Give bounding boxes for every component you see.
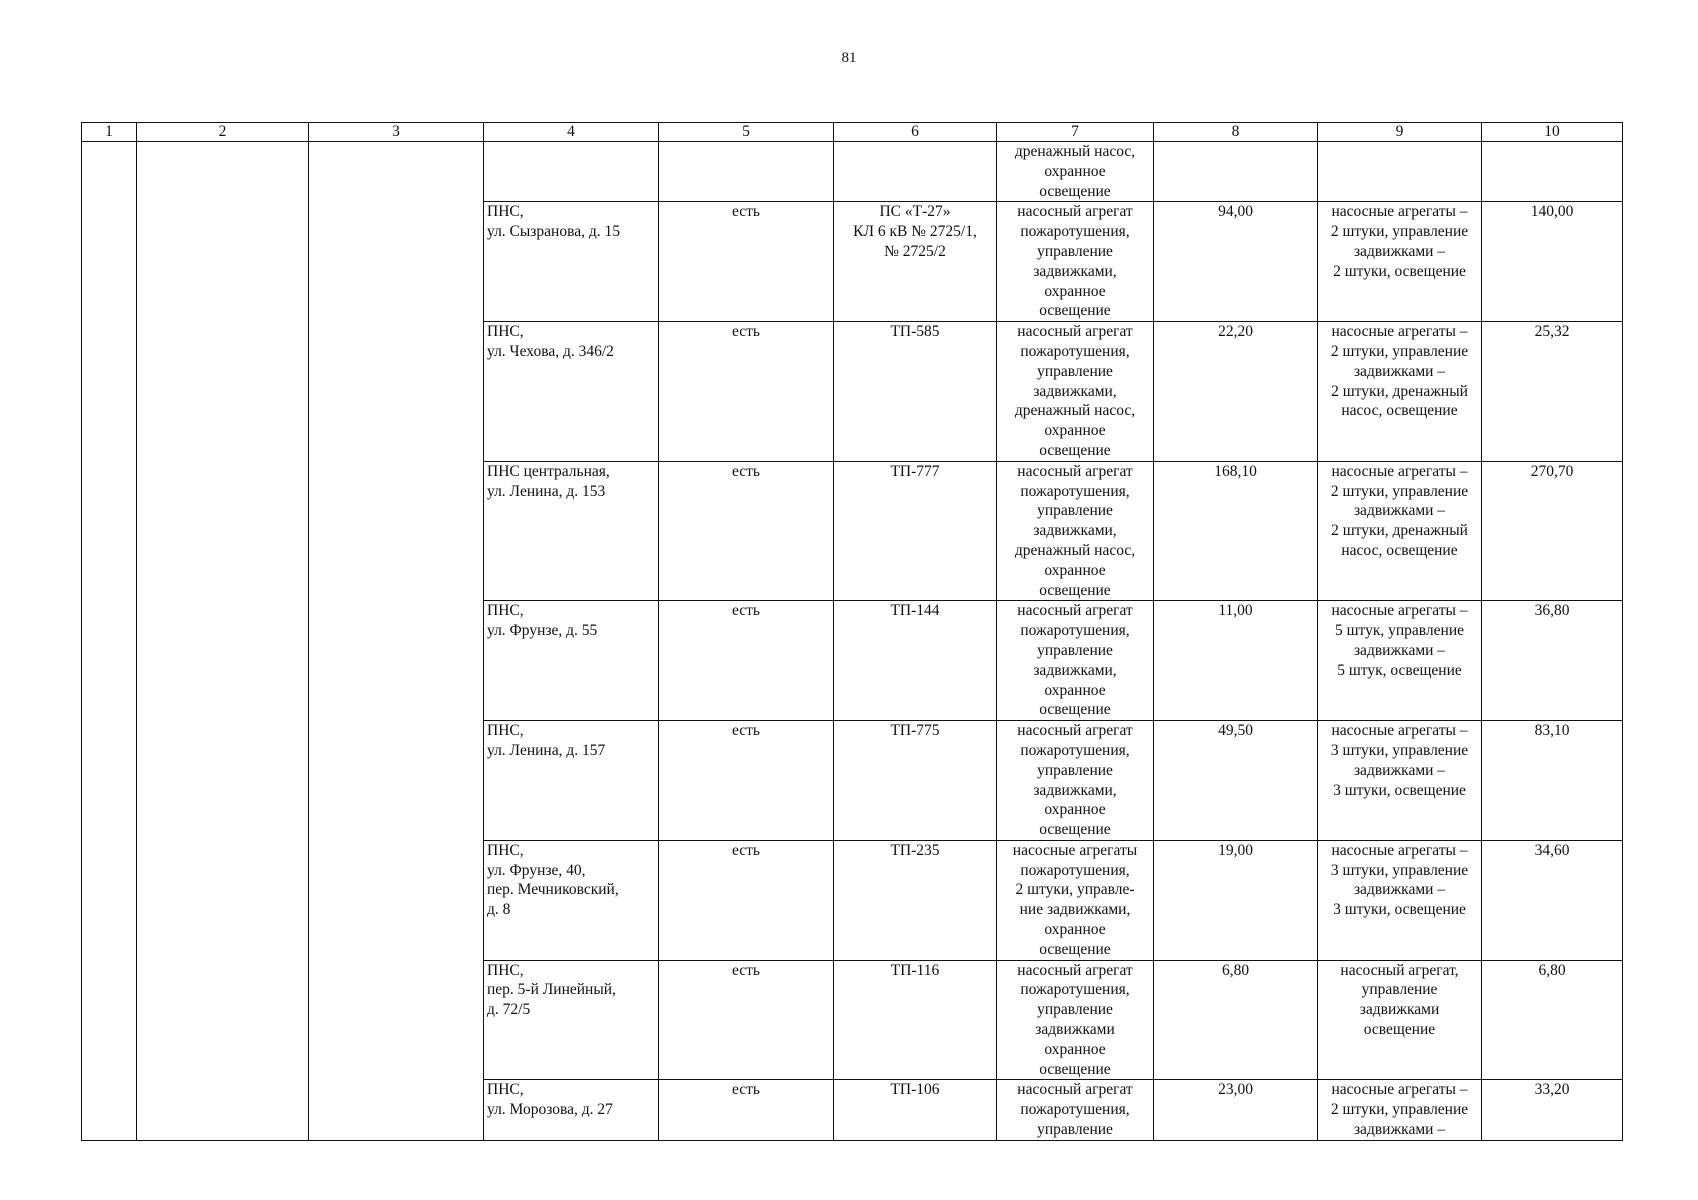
equipment-list-cell-line: 2 штуки, управление (1330, 223, 1469, 241)
power-source-cell (834, 461, 997, 601)
availability-cell: есть (659, 322, 834, 462)
equipment-cell-line: дренажный насос, (1014, 143, 1136, 160)
value-10-cell: 83,10 (1482, 721, 1623, 841)
value-8-cell: 22,20 (1154, 322, 1318, 462)
equipment-list-cell-line: 2 штуки, освещение (1333, 262, 1466, 280)
column-header: 6 (834, 123, 997, 142)
object-cell-line: ул. Чехова, д. 346/2 (487, 342, 614, 360)
equipment-list-cell-line: задвижками – (1353, 362, 1446, 380)
column-header: 2 (137, 123, 309, 142)
equipment-table (81, 122, 1623, 1141)
column-header: 1 (82, 123, 137, 142)
object-cell (484, 960, 659, 1080)
equipment-list-cell-line: 2 штуки, управление (1330, 482, 1469, 500)
value-10-cell: 270,70 (1482, 461, 1623, 601)
power-source-cell (834, 322, 997, 462)
power-source-cell-line: ТП-777 (890, 462, 940, 480)
power-source-cell-line: ТП-106 (890, 1081, 940, 1099)
equipment-list-cell-line: насосные агрегаты – (1331, 841, 1468, 859)
equipment-cell-line: насосные агрегаты (1012, 841, 1138, 859)
equipment-list-cell-line: насосные агрегаты – (1331, 602, 1468, 620)
power-source-cell-line: ПС «Т-27» (879, 203, 951, 221)
equipment-cell-line: охранное (1044, 282, 1106, 300)
power-source-cell (834, 840, 997, 960)
object-cell (484, 461, 659, 601)
value-8-cell (1154, 142, 1318, 202)
equipment-list-cell-line: задвижками – (1353, 502, 1446, 520)
power-source-cell (834, 601, 997, 721)
equipment-list-cell-line: 2 штуки, дренажный (1331, 522, 1468, 540)
equipment-cell-line: задвижками, (1033, 661, 1117, 679)
equipment-cell-line: задвижками (1035, 1021, 1115, 1039)
equipment-cell-line: управление (1037, 761, 1113, 779)
object-cell (484, 840, 659, 960)
equipment-cell-line: управление (1037, 641, 1113, 659)
equipment-list-cell-line: задвижками – (1353, 761, 1446, 779)
equipment-list-cell-line: управление (1361, 981, 1438, 999)
equipment-cell (997, 142, 1154, 202)
object-cell-line: ПНС, (487, 203, 524, 221)
column-header: 3 (309, 123, 484, 142)
object-cell-line: ул. Ленина, д. 157 (487, 741, 606, 759)
value-10-cell: 36,80 (1482, 601, 1623, 721)
object-cell (484, 721, 659, 841)
availability-cell: есть (659, 960, 834, 1080)
availability-cell: есть (659, 1080, 834, 1140)
availability-cell: есть (659, 461, 834, 601)
equipment-cell (997, 1080, 1154, 1140)
equipment-cell-line: управление (1037, 242, 1113, 260)
equipment-cell-line: насосный агрегат (1017, 323, 1133, 341)
equipment-cell-line: охранное (1044, 801, 1106, 819)
value-10-cell: 140,00 (1482, 202, 1623, 322)
equipment-cell-line: пожаротушения, (1020, 342, 1130, 360)
equipment-cell (997, 461, 1154, 601)
value-8-cell: 49,50 (1154, 721, 1318, 841)
equipment-cell-line: освещение (1039, 581, 1111, 599)
object-cell-line: д. 8 (487, 901, 511, 919)
equipment-list-cell (1318, 461, 1482, 601)
power-source-cell-line: КЛ 6 кВ № 2725/1, (853, 223, 977, 241)
equipment-cell-line: охранное (1044, 561, 1106, 579)
power-source-cell-line: № 2725/2 (884, 242, 946, 260)
value-10-cell: 34,60 (1482, 840, 1623, 960)
value-10-cell: 25,32 (1482, 322, 1623, 462)
equipment-list-cell-line: насосные агрегаты – (1331, 722, 1468, 740)
equipment-cell-line: охранное (1044, 681, 1106, 699)
equipment-cell (997, 601, 1154, 721)
value-8-cell: 168,10 (1154, 461, 1318, 601)
equipment-cell-line: пожаротушения, (1020, 482, 1130, 500)
value-10-cell: 33,20 (1482, 1080, 1623, 1140)
equipment-cell-line: насосный агрегат (1017, 722, 1133, 740)
object-cell-line: ПНС, (487, 602, 524, 620)
column-header: 9 (1318, 123, 1482, 142)
equipment-cell-line: пожаротушения, (1020, 861, 1130, 879)
equipment-cell-line: пожаротушения, (1020, 622, 1130, 640)
equipment-list-cell-line: 2 штуки, управление (1330, 1101, 1469, 1119)
power-source-cell (834, 960, 997, 1080)
power-source-cell-line: ТП-116 (890, 961, 940, 979)
object-cell-line: ПНС, (487, 1081, 524, 1099)
power-source-cell-line: ТП-144 (890, 602, 940, 620)
equipment-cell-line: задвижками, (1033, 522, 1117, 540)
equipment-list-cell-line: задвижками – (1353, 242, 1446, 260)
equipment-cell (997, 721, 1154, 841)
object-cell-line: ул. Морозова, д. 27 (487, 1101, 613, 1119)
equipment-list-cell-line: насос, освещение (1341, 541, 1458, 559)
equipment-cell-line: пожаротушения, (1020, 981, 1130, 999)
page-number: 81 (841, 50, 857, 66)
equipment-cell (997, 202, 1154, 322)
availability-cell: есть (659, 601, 834, 721)
equipment-list-cell-line: 3 штуки, освещение (1333, 781, 1466, 799)
equipment-list-cell-line: 2 штуки, управление (1330, 342, 1469, 360)
object-cell-line: пер. 5-й Линейный, (487, 981, 616, 999)
equipment-list-cell (1318, 1080, 1482, 1140)
equipment-list-cell (1318, 142, 1482, 202)
equipment-cell-line: освещение (1039, 1060, 1111, 1078)
equipment-list-cell (1318, 840, 1482, 960)
power-source-cell (834, 202, 997, 322)
equipment-list-cell (1318, 601, 1482, 721)
equipment-cell-line: задвижками, (1033, 262, 1117, 280)
equipment-list-cell-line: 2 штуки, дренажный (1331, 382, 1468, 400)
equipment-cell-line: 2 штуки, управле- (1015, 881, 1135, 899)
availability-cell: есть (659, 840, 834, 960)
table-row (82, 142, 1623, 202)
power-source-cell-line: ТП-775 (890, 722, 940, 740)
equipment-cell-line: охранное (1044, 162, 1106, 180)
column-header: 10 (1482, 123, 1623, 142)
power-source-cell-line: ТП-585 (890, 323, 940, 341)
column-header: 8 (1154, 123, 1318, 142)
object-cell-line: ул. Ленина, д. 153 (487, 482, 606, 500)
object-cell (484, 322, 659, 462)
availability-cell: есть (659, 202, 834, 322)
value-8-cell: 6,80 (1154, 960, 1318, 1080)
equipment-list-cell-line: насосные агрегаты – (1331, 462, 1468, 480)
equipment-list-cell-line: задвижками – (1353, 881, 1446, 899)
availability-cell: есть (659, 721, 834, 841)
object-cell-line: ул. Сызранова, д. 15 (487, 223, 620, 241)
power-source-cell (834, 721, 997, 841)
availability-cell (659, 142, 834, 202)
object-cell (484, 1080, 659, 1140)
equipment-cell-line: управление (1037, 362, 1113, 380)
equipment-cell-line: управление (1037, 1121, 1113, 1139)
equipment-cell-line: освещение (1039, 182, 1111, 200)
value-10-cell: 6,80 (1482, 960, 1623, 1080)
object-cell (484, 142, 659, 202)
object-cell-line: ПНС, (487, 961, 524, 979)
equipment-cell-line: охранное (1044, 1040, 1106, 1058)
equipment-cell (997, 960, 1154, 1080)
equipment-list-cell-line: задвижками (1359, 1001, 1440, 1019)
equipment-cell-line: управление (1037, 1001, 1113, 1019)
column-header: 5 (659, 123, 834, 142)
equipment-list-cell (1318, 960, 1482, 1080)
power-source-cell (834, 1080, 997, 1140)
equipment-list-cell-line: задвижками – (1353, 641, 1446, 659)
equipment-list-cell-line: насосные агрегаты – (1331, 323, 1468, 341)
equipment-cell-line: освещение (1039, 701, 1111, 719)
equipment-cell-line: пожаротушения, (1020, 223, 1130, 241)
equipment-cell-line: охранное (1044, 921, 1106, 939)
equipment-cell-line: освещение (1039, 441, 1111, 459)
object-cell-line: ПНС центральная, (487, 462, 610, 480)
col3-cell (309, 142, 484, 1141)
column-number-row (82, 123, 1623, 142)
object-cell-line: пер. Мечниковский, (487, 881, 619, 899)
equipment-cell-line: освещение (1039, 302, 1111, 320)
equipment-cell-line: насосный агрегат (1017, 203, 1133, 221)
object-cell-line: ПНС, (487, 722, 524, 740)
col2-cell (137, 142, 309, 1141)
equipment-cell-line: освещение (1039, 940, 1111, 958)
equipment-cell (997, 840, 1154, 960)
object-cell-line: ул. Фрунзе, 40, (487, 861, 586, 879)
object-cell-line: д. 72/5 (487, 1001, 531, 1019)
equipment-cell-line: насосный агрегат (1017, 462, 1133, 480)
equipment-cell-line: задвижками, (1033, 382, 1117, 400)
equipment-cell-line: пожаротушения, (1020, 741, 1130, 759)
value-8-cell: 11,00 (1154, 601, 1318, 721)
value-10-cell (1482, 142, 1623, 202)
equipment-list-cell-line: 3 штуки, освещение (1333, 901, 1466, 919)
equipment-list-cell-line: насосный агрегат, (1340, 961, 1459, 979)
equipment-cell-line: дренажный насос, (1014, 541, 1136, 559)
equipment-list-cell-line: 3 штуки, управление (1330, 741, 1469, 759)
value-8-cell: 94,00 (1154, 202, 1318, 322)
object-cell-line: ул. Фрунзе, д. 55 (487, 622, 598, 640)
equipment-list-cell-line: задвижками – (1353, 1121, 1446, 1139)
equipment-list-cell (1318, 721, 1482, 841)
equipment-cell-line: насосный агрегат (1017, 602, 1133, 620)
equipment-list-cell-line: насосные агрегаты – (1331, 203, 1468, 221)
equipment-list-cell-line: 5 штук, освещение (1337, 661, 1462, 679)
object-cell-line: ПНС, (487, 323, 524, 341)
object-cell-line: ПНС, (487, 841, 524, 859)
col1-cell (82, 142, 137, 1141)
object-cell (484, 601, 659, 721)
equipment-cell-line: охранное (1044, 422, 1106, 440)
column-header: 7 (997, 123, 1154, 142)
equipment-cell-line: задвижками, (1033, 781, 1117, 799)
equipment-list-cell-line: насосные агрегаты – (1331, 1081, 1468, 1099)
equipment-list-cell (1318, 322, 1482, 462)
column-header: 4 (484, 123, 659, 142)
value-8-cell: 23,00 (1154, 1080, 1318, 1140)
equipment-cell-line: насосный агрегат (1017, 961, 1133, 979)
equipment-cell-line: насосный агрегат (1017, 1081, 1133, 1099)
equipment-list-cell-line: 5 штук, управление (1334, 622, 1465, 640)
equipment-cell-line: дренажный насос, (1014, 402, 1136, 420)
equipment-cell-line: ние задвижками, (1019, 901, 1131, 919)
equipment-list-cell-line: 3 штуки, управление (1330, 861, 1469, 879)
equipment-list-cell-line: насос, освещение (1341, 402, 1458, 420)
equipment-list-cell-line: освещение (1363, 1021, 1436, 1039)
value-8-cell: 19,00 (1154, 840, 1318, 960)
equipment-cell (997, 322, 1154, 462)
equipment-cell-line: освещение (1039, 821, 1111, 839)
power-source-cell (834, 142, 997, 202)
power-source-cell-line: ТП-235 (890, 841, 940, 859)
equipment-cell-line: управление (1037, 502, 1113, 520)
equipment-list-cell (1318, 202, 1482, 322)
object-cell (484, 202, 659, 322)
equipment-cell-line: пожаротушения, (1020, 1101, 1130, 1119)
